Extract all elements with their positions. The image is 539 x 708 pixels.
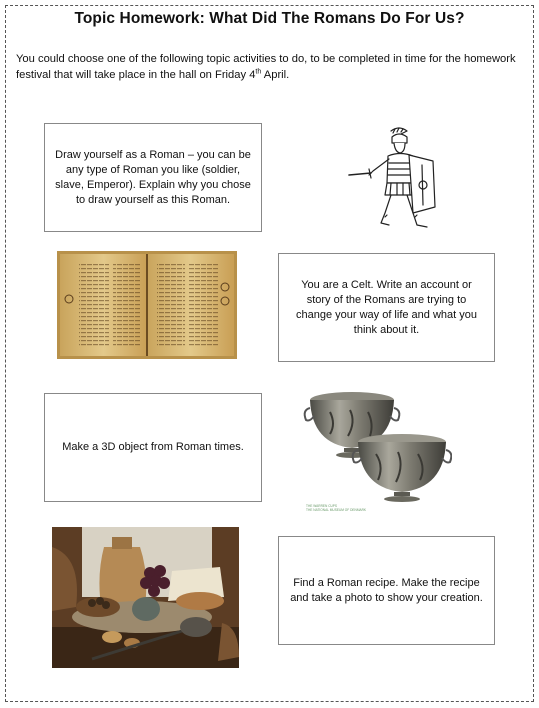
page-title: Topic Homework: What Did The Romans Do For Us? xyxy=(74,10,465,27)
intro-text: You could choose one of the following topic activities to do, to be completed in time for the homework festival that will take place in the hall on Friday 4 xyxy=(16,53,516,81)
intro-text-end: April. xyxy=(261,68,290,81)
roman-food-icon xyxy=(52,527,239,668)
activity-card-draw-roman xyxy=(44,123,262,232)
activity-text: Make a 3D object from Roman times. xyxy=(62,441,244,453)
manuscript-icon xyxy=(57,251,237,359)
intro-paragraph xyxy=(16,52,526,83)
silver-cups-icon xyxy=(300,386,452,514)
intro-superscript: th xyxy=(255,67,262,75)
activity-card-roman-recipe xyxy=(278,536,495,645)
activity-text: Find a Roman recipe. Make the recipe and take a photo to show your creation. xyxy=(290,576,483,604)
activity-text: Draw yourself as a Roman – you can be any type of Roman you like (soldier, slave, Emperor). Explain why you chose to draw yourself as this Roman. xyxy=(55,148,251,206)
activity-card-celt-story xyxy=(278,253,495,362)
activity-card-3d-object xyxy=(44,393,262,502)
svg-text:THE NATIONAL MUSEUM OF DENMARK: THE NATIONAL MUSEUM OF DENMARK xyxy=(306,508,367,512)
roman-soldier-icon xyxy=(343,125,450,233)
activity-text: You are a Celt. Write an account or story of the Romans are trying to change your way of life and what you think about it. xyxy=(295,278,477,336)
cups-caption: THE WARREN CUPS xyxy=(306,504,338,508)
